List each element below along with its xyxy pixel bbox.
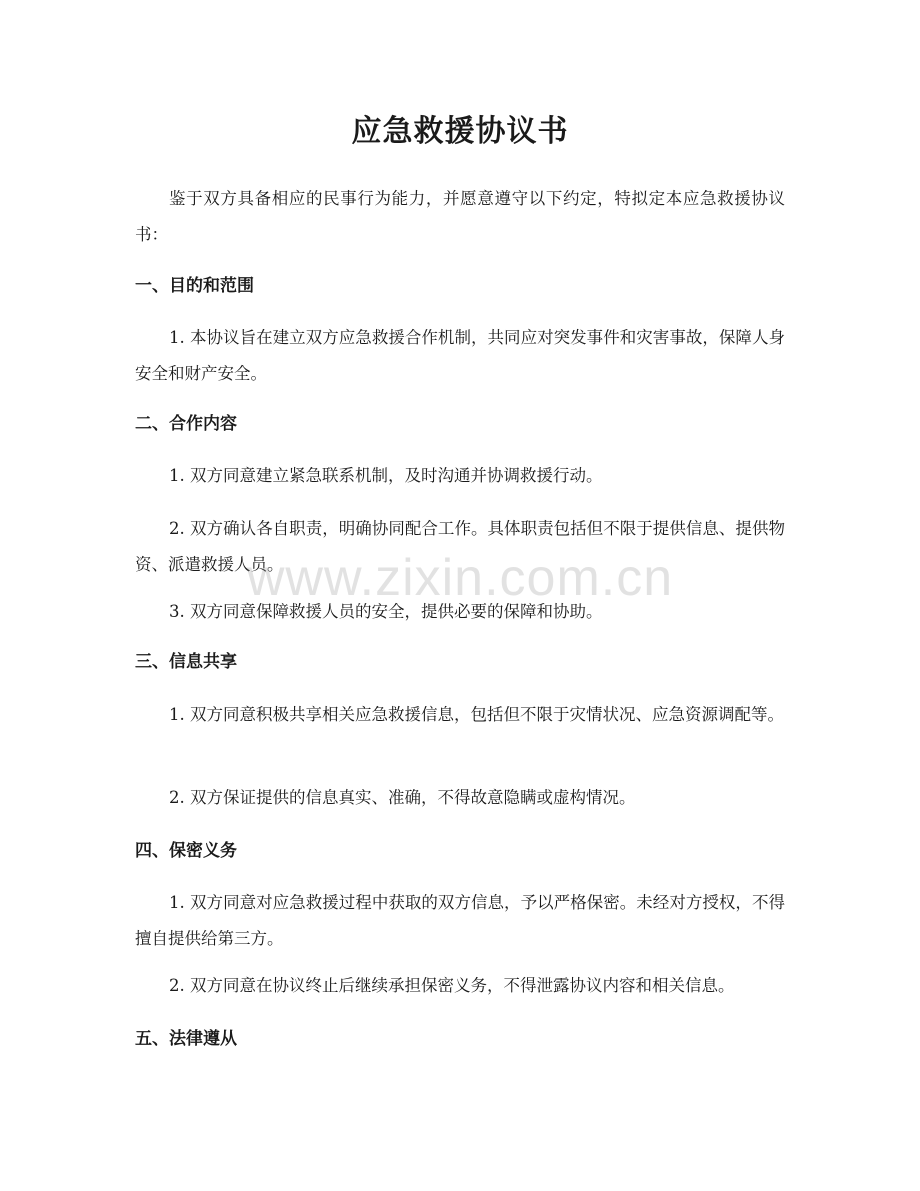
section-cooperation-item-2: 2. 双方确认各自职责，明确协同配合工作。具体职责包括但不限于提供信息、提供物资、派遣救援人员。 <box>135 519 785 574</box>
section-cooperation-item-3: 3. 双方同意保障救援人员的安全，提供必要的保障和协助。 <box>169 602 603 621</box>
section-purpose-item-1: 1. 本协议旨在建立双方应急救援合作机制，共同应对突发事件和灾害事故，保障人身安全和财产安全。 <box>135 328 785 383</box>
section-confidentiality-item-1: 1. 双方同意对应急救援过程中获取的双方信息，予以严格保密。未经对方授权，不得擅自提供给第三方。 <box>135 893 785 948</box>
section-heading-confidentiality: 四、保密义务 <box>135 841 237 861</box>
section-info-sharing-item-2: 2. 双方保证提供的信息真实、准确，不得故意隐瞒或虚构情况。 <box>169 788 636 807</box>
section-info-sharing-item-1: 1. 双方同意积极共享相关应急救援信息，包括但不限于灾情状况、应急资源调配等。 <box>169 705 784 724</box>
watermark-text: www.zixin.com.cn <box>246 549 674 607</box>
document-title: 应急救援协议书 <box>351 114 569 149</box>
section-confidentiality-item-2: 2. 双方同意在协议终止后继续承担保密义务，不得泄露协议内容和相关信息。 <box>169 976 735 995</box>
section-heading-info-sharing: 三、信息共享 <box>135 652 237 672</box>
section-heading-purpose: 一、目的和范围 <box>135 276 254 296</box>
section-heading-legal-compliance: 五、法律遵从 <box>135 1029 237 1049</box>
intro-paragraph: 鉴于双方具备相应的民事行为能力，并愿意遵守以下约定，特拟定本应急救援协议书： <box>135 189 785 244</box>
section-heading-cooperation: 二、合作内容 <box>135 414 237 434</box>
section-cooperation-item-1: 1. 双方同意建立紧急联系机制，及时沟通并协调救援行动。 <box>169 466 603 485</box>
